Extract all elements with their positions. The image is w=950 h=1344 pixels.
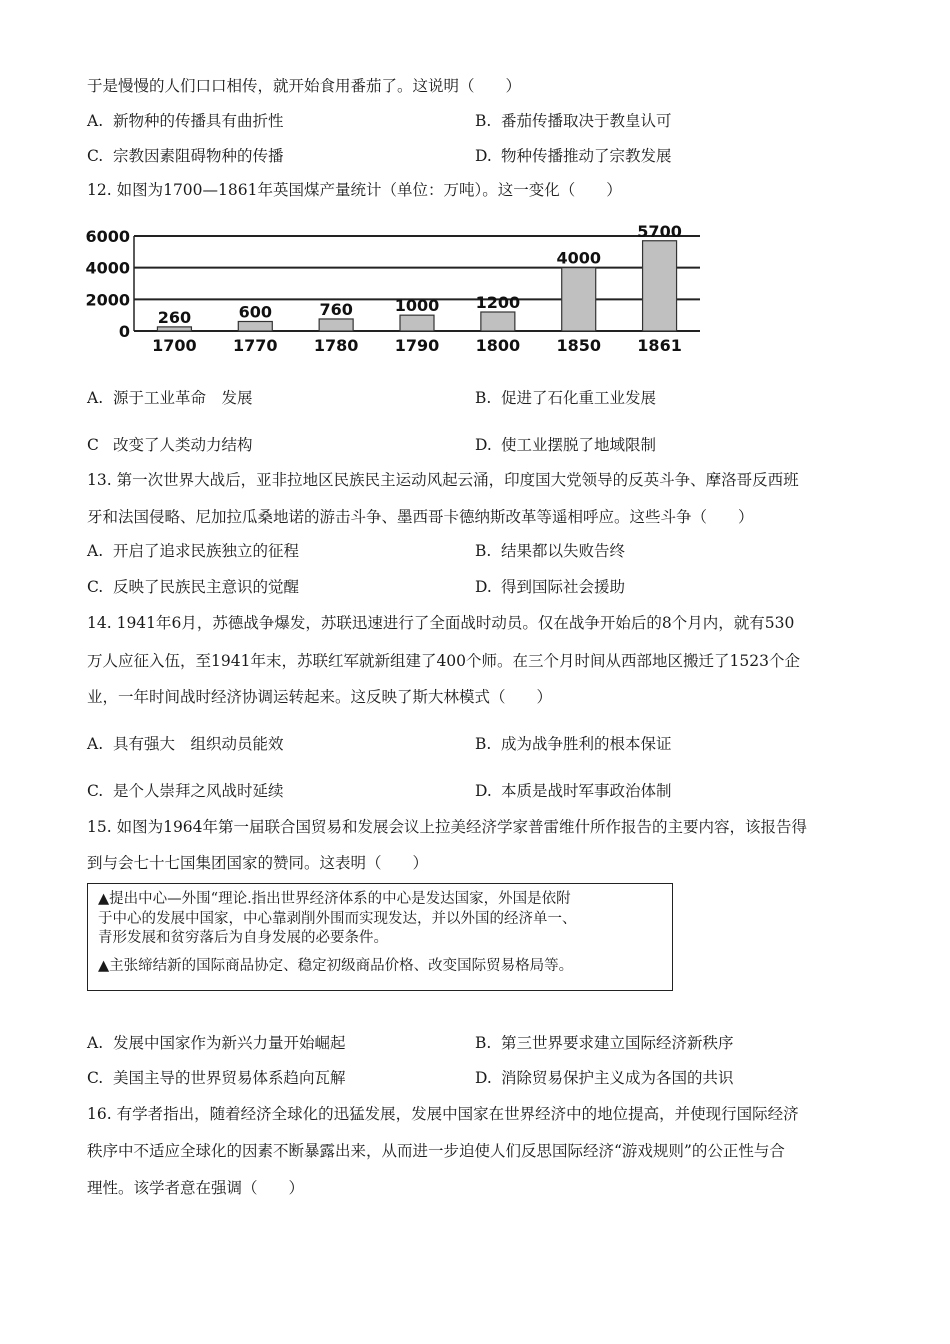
chart-bar: [643, 241, 677, 331]
chart-bar: [400, 315, 434, 331]
chart-x-tick-label: 1790: [394, 336, 440, 355]
option-letter: B.: [475, 1034, 492, 1052]
chart-data-label: 1000: [394, 296, 440, 316]
option-letter: D.: [475, 782, 492, 800]
option-text: 物种传播推动了宗教发展: [501, 147, 672, 165]
q13-stem-line2: 牙和法国侵略、尼加拉瓜桑地诺的游击斗争、墨西哥卡德纳斯改革等遥相呼应。这些斗争（ ）: [87, 508, 754, 526]
q14-option-b[interactable]: [475, 734, 672, 754]
chart-data-label: 4000: [556, 248, 601, 268]
q11-option-a[interactable]: [87, 111, 284, 131]
option-letter: A.: [87, 112, 104, 130]
chart-bar: [319, 319, 353, 331]
option-letter: D.: [475, 1069, 492, 1087]
q13-option-a[interactable]: [87, 541, 299, 561]
chart-bar: [157, 327, 191, 331]
option-text: 源于工业革命 发展: [113, 389, 253, 407]
q12-option-c[interactable]: [87, 435, 253, 455]
option-letter: D.: [475, 578, 492, 596]
q15-option-b[interactable]: [475, 1033, 734, 1053]
q12-option-a[interactable]: [87, 388, 253, 408]
q15-option-c[interactable]: [87, 1068, 346, 1088]
option-text: 是个人崇拜之风战时延续: [113, 782, 284, 800]
option-text: 新物种的传播具有曲折性: [113, 112, 284, 130]
q11-stem-tail: 于是慢慢的人们口口相传，就开始食用番茄了。这说明（ ）: [87, 77, 522, 95]
option-letter: B.: [475, 389, 492, 407]
option-letter: A.: [87, 389, 104, 407]
option-letter: C.: [87, 782, 104, 800]
chart-bar: [562, 268, 596, 331]
q14-option-c[interactable]: [87, 781, 284, 801]
chart-x-tick-label: 1780: [313, 336, 359, 355]
q15-option-a[interactable]: [87, 1033, 346, 1053]
q11-option-b[interactable]: [475, 111, 672, 131]
q16-stem-line2: 秩序中不适应全球化的因素不断暴露出来，从而进一步迫使人们反思国际经济“游戏规则”的公正性与合: [87, 1142, 785, 1160]
chart-data-label: 260: [157, 307, 192, 327]
q13-option-d[interactable]: [475, 577, 625, 597]
q15-stem-line2: 到与会七十七国集团国家的赞同。这表明（ ）: [87, 854, 429, 872]
q14-stem-line1: 14. 1941年6月，苏德战争爆发，苏联迅速进行了全面战时动员。仅在战争开始后的8个月内，就有530: [87, 614, 795, 632]
q11-option-d[interactable]: [475, 146, 672, 166]
option-text: 番茄传播取决于教皇认可: [501, 112, 672, 130]
option-text: 美国主导的世界贸易体系趋向瓦解: [113, 1069, 346, 1087]
option-letter: C.: [87, 1069, 104, 1087]
q11-option-c[interactable]: [87, 146, 284, 166]
q14-stem-line3: 业，一年时间战时经济协调运转起来。这反映了斯大林模式（ ）: [87, 688, 553, 706]
box-point1-line1: ▲提出中心—外围“理论.指出世界经济体系的中心是发达国家，外国是依附: [98, 891, 571, 907]
option-letter: C: [87, 436, 99, 454]
option-text: 开启了追求民族独立的征程: [113, 542, 300, 560]
option-text: 反映了民族民主意识的觉醒: [113, 578, 300, 596]
q14-stem-line2: 万人应征入伍，至1941年末，苏联红军就新组建了400个师。在三个月时间从西部地区搬迁了1523个企: [87, 652, 800, 670]
option-text: 成为战争胜利的根本保证: [501, 735, 672, 753]
box-point1-line3: 青形发展和贫穷落后为自身发展的必要条件。: [98, 930, 388, 946]
option-letter: A.: [87, 542, 104, 560]
chart-data-labels: [158, 222, 682, 327]
chart-data-label: 760: [319, 299, 353, 319]
q14-option-d[interactable]: [475, 781, 672, 801]
option-text: 具有强大 组织动员能效: [113, 735, 284, 753]
q12-stem: 12. 如图为1700—1861年英国煤产量统计（单位：万吨）。这一变化（ ）: [87, 181, 622, 199]
box-point2: ▲主张缔结新的国际商品协定、稳定初级商品价格、改变国际贸易格局等。: [98, 957, 574, 974]
q12-option-d[interactable]: [475, 435, 656, 455]
option-text: 宗教因素阻碍物种的传播: [113, 147, 284, 165]
chart-x-tick-label: 1700: [152, 336, 197, 355]
chart-y-tick-label: 4000: [85, 258, 130, 278]
option-letter: D.: [475, 147, 492, 165]
box-point1-line2: 于中心的发展中国家，中心靠剥削外围而实现发达，并以外国的经济单一、: [98, 910, 577, 927]
option-text: 结果都以失败告终: [501, 542, 626, 560]
option-text: 消除贸易保护主义成为各国的共识: [501, 1069, 734, 1087]
chart-data-label: 1200: [475, 293, 521, 312]
q15-option-d[interactable]: [475, 1068, 734, 1088]
option-letter: B.: [475, 735, 492, 753]
option-text: 本质是战时军事政治体制: [501, 782, 672, 800]
option-letter: B.: [475, 542, 492, 560]
q13-option-b[interactable]: [475, 541, 625, 561]
option-letter: C.: [87, 147, 104, 165]
q12-option-b[interactable]: [475, 388, 656, 408]
q14-option-a[interactable]: [87, 734, 284, 754]
option-letter: A.: [87, 1034, 104, 1052]
chart-y-tick-label: 2000: [85, 290, 130, 310]
q16-stem-line1: 16. 有学者指出，随着经济全球化的迅猛发展，发展中国家在世界经济中的地位提高，并使现行国际经济: [87, 1105, 799, 1123]
option-text: 促进了石化重工业发展: [501, 389, 657, 407]
option-text: 发展中国家作为新兴力量开始崛起: [113, 1034, 346, 1052]
report-content-box: [87, 883, 673, 991]
option-text: 使工业摆脱了地域限制: [501, 436, 657, 454]
chart-bar: [238, 322, 272, 332]
chart-x-tick-label: 1861: [637, 336, 682, 355]
q15-stem-line1: 15. 如图为1964年第一届联合国贸易和发展会议上拉美经济学家普雷维什所作报告的主要内容，该报告得: [87, 818, 808, 836]
chart-y-tick-label: 6000: [85, 227, 130, 246]
chart-y-ticks: [85, 227, 130, 341]
option-letter: C.: [87, 578, 104, 596]
option-text: 第三世界要求建立国际经济新秩序: [501, 1034, 734, 1052]
q13-stem-line1: 13. 第一次世界大战后，亚非拉地区民族民主运动风起云涌，印度国大党领导的反英斗争、摩洛哥反西班: [87, 471, 799, 489]
option-letter: A.: [87, 735, 104, 753]
chart-data-label: 600: [238, 302, 272, 322]
coal-output-chart: [84, 214, 710, 360]
chart-x-tick-label: 1850: [556, 336, 601, 355]
option-letter: D.: [475, 436, 492, 454]
option-text: 改变了人类动力结构: [113, 436, 253, 454]
chart-x-ticks: [152, 336, 682, 355]
option-letter: B.: [475, 112, 492, 130]
chart-y-tick-label: 0: [118, 322, 130, 341]
chart-bar: [481, 312, 515, 331]
chart-data-label: 5700: [637, 221, 682, 241]
chart-x-tick-label: 1770: [233, 336, 278, 355]
chart-x-tick-label: 1800: [475, 336, 521, 355]
q13-option-c[interactable]: [87, 577, 299, 597]
option-text: 得到国际社会援助: [501, 578, 626, 596]
q16-stem-line3: 理性。该学者意在强调（ ）: [87, 1179, 305, 1197]
